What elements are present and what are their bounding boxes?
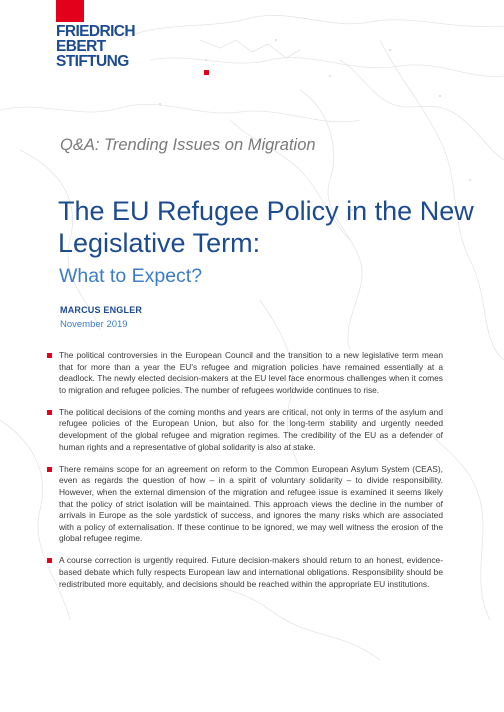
logo-line-2: EBERT [56, 38, 106, 55]
bullet-text: The political decisions of the coming months and years are critical, not only in terms of the asylum and refugee policies of the European Union, but also for the long-term stability and urgently needed development of the global refugee and migration regimes. The credibility of the EU as a defender of human rights and a representative of global solidarity is also at stake. [59, 406, 443, 452]
logo-line-1: FRIEDRICH [56, 23, 135, 40]
bullet-text: A course correction is urgently required. Future decision-makers should return to an honest, evidence-based debate which fully respects European law and international obligations. Responsibility should be redistributed more equitably, and decisions should be reached within the appropriate EU institutions. [59, 555, 443, 589]
summary-bullet [47, 407, 443, 453]
brand-red-dot [204, 70, 209, 75]
series-title: Q&A: Trending Issues on Migration [60, 136, 316, 154]
summary-bullets [47, 350, 443, 601]
publication-date: November 2019 [60, 319, 128, 330]
summary-bullet [47, 555, 443, 590]
brand-red-square [56, 0, 84, 22]
summary-bullet [47, 464, 443, 545]
document-title: The EU Refugee Policy in the New Legislative Term: [58, 196, 474, 258]
logo-line-3: STIFTUNG [56, 53, 129, 70]
bullet-square-icon [47, 410, 52, 415]
document-subtitle: What to Expect? [59, 265, 203, 287]
bullet-square-icon [47, 558, 52, 563]
summary-bullet [47, 350, 443, 396]
bullet-square-icon [47, 353, 52, 358]
bullet-text: The political controversies in the European Council and the transition to a new legislative term mean that for more than a year the EU's refugee and migration policies have remained essentially at a deadlock. The newly elected decision-makers at the EU level face enormous challenges when it comes to migration and refugee policies. The number of refugees worldwide continues to rise. [59, 350, 443, 395]
author-name: MARCUS ENGLER [60, 305, 143, 315]
bullet-square-icon [47, 467, 52, 472]
fes-logo [56, 24, 135, 69]
bullet-text: There remains scope for an agreement on reform to the Common European Asylum System (CEAS), even as regards the question of how – in a spirit of voluntary solidarity – to divide responsibility. However, when the external dimension of the migration and refugee issue is examined it seems likely that the policy of strict isolation will be maintained. This approach views the decline in the number of arrivals in Europe as the sole yardstick of success, and ignores the many risks which are associated with a policy of externalisation. If these continue to be ignored, we may well witness the erosion of the global refugee regime. [59, 463, 443, 544]
